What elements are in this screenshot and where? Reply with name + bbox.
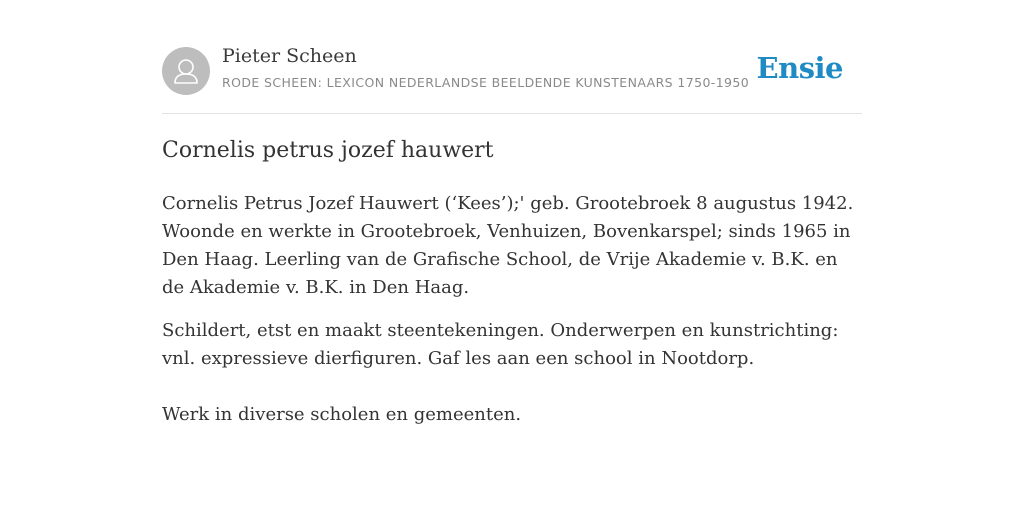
ensie-logo[interactable]: Ensie xyxy=(756,51,843,85)
paragraph-work: Schildert, etst en maakt steentekeningen. Onderwerpen en kunstrichting: vnl. expressieve dierfiguren. Gaf les aan een school in Nootdorp. xyxy=(162,320,839,369)
source-title[interactable]: RODE SCHEEN: LEXICON NEDERLANDSE BEELDENDE KUNSTENAARS 1750-1950 xyxy=(222,75,750,90)
user-icon[interactable] xyxy=(162,47,210,95)
article-header xyxy=(162,0,862,114)
article-body xyxy=(162,190,862,444)
article-container xyxy=(162,0,862,425)
paragraph-collections: Werk in diverse scholen en gemeenten. xyxy=(162,404,522,425)
author-name[interactable]: Pieter Scheen xyxy=(222,45,357,67)
paragraph-biography: Cornelis Petrus Jozef Hauwert (‘Kees’);' geb. Grootebroek 8 augustus 1942. Woonde en werkte in Grootebroek, Venhuizen, Bovenkarspel; sinds 1965 in Den Haag. Leerling van de Grafische School, de Vrije Akademie v. B.K. en de Akademie v. B.K. in Den Haag. xyxy=(162,193,854,298)
page-title: Cornelis petrus jozef hauwert xyxy=(162,138,494,163)
